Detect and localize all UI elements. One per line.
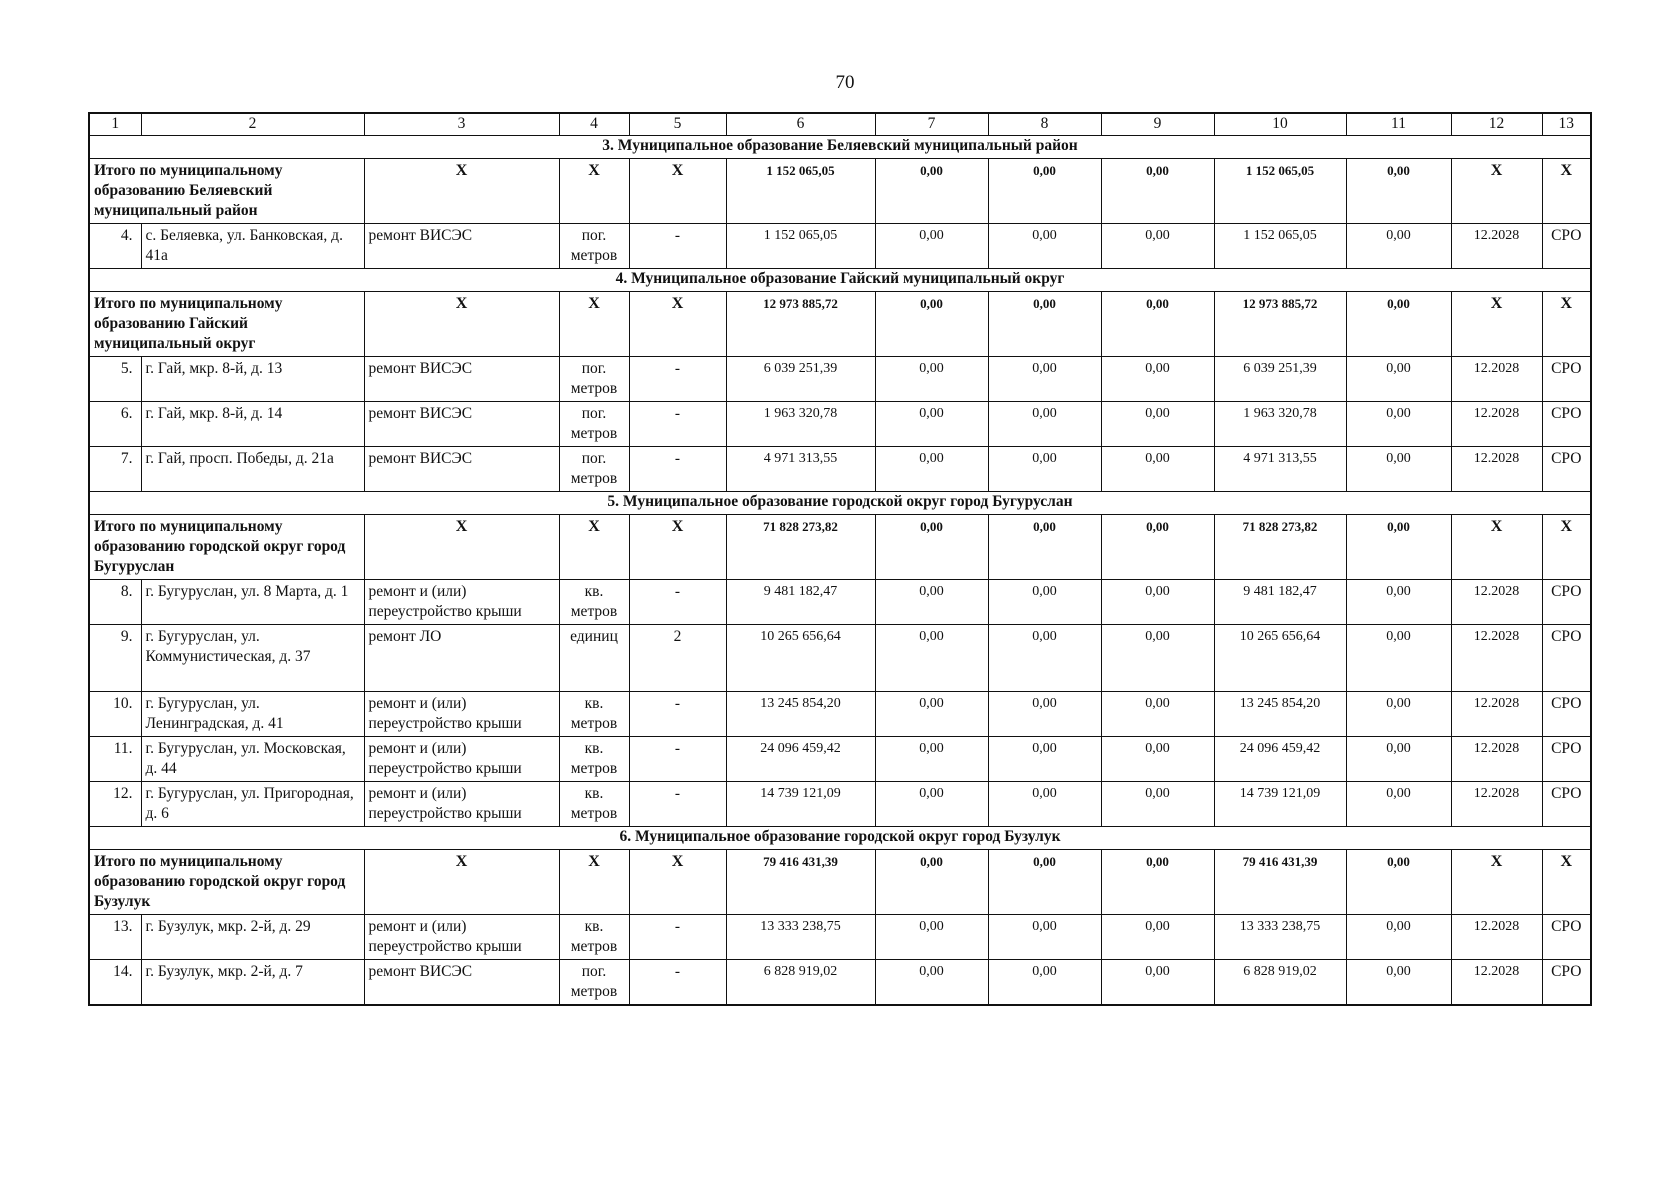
row-number: 11. xyxy=(89,737,141,782)
amount-cell: 0,00 xyxy=(988,357,1101,402)
amount-cell: 13 245 854,20 xyxy=(726,692,875,737)
quantity-cell: - xyxy=(629,357,726,402)
amount-cell: 13 245 854,20 xyxy=(1214,692,1346,737)
total-cell: X xyxy=(629,292,726,357)
section-title: 6. Муниципальное образование городской округ город Бузулук xyxy=(89,827,1591,850)
quantity-cell: - xyxy=(629,580,726,625)
address-cell: г. Гай, просп. Победы, д. 21а xyxy=(141,447,364,492)
total-label: Итого по муниципальному образованию городской округ город Бузулук xyxy=(89,850,364,915)
total-amount: 0,00 xyxy=(988,292,1101,357)
work-type-cell: ремонт ЛО xyxy=(364,625,559,692)
table-row xyxy=(89,625,1591,692)
amount-cell: 0,00 xyxy=(1101,692,1214,737)
section-total-row xyxy=(89,515,1591,580)
unit-cell: кв. метров xyxy=(559,782,629,827)
total-amount: 1 152 065,05 xyxy=(726,159,875,224)
unit-cell: кв. метров xyxy=(559,737,629,782)
total-label: Итого по муниципальному образованию городской округ город Бугуруслан xyxy=(89,515,364,580)
section-header-row xyxy=(89,827,1591,850)
column-header: 12 xyxy=(1451,113,1542,136)
amount-cell: 0,00 xyxy=(1101,625,1214,692)
quantity-cell: 2 xyxy=(629,625,726,692)
unit-cell: пог. метров xyxy=(559,402,629,447)
amount-cell: 0,00 xyxy=(988,580,1101,625)
address-cell: г. Бугуруслан, ул. Пригородная, д. 6 xyxy=(141,782,364,827)
method-cell: СРО xyxy=(1542,960,1591,1006)
work-type-cell: ремонт ВИСЭС xyxy=(364,224,559,269)
capital-repair-table xyxy=(88,112,1592,1006)
address-cell: г. Бугуруслан, ул. Ленинградская, д. 41 xyxy=(141,692,364,737)
date-cell: 12.2028 xyxy=(1451,447,1542,492)
date-cell: 12.2028 xyxy=(1451,960,1542,1006)
quantity-cell: - xyxy=(629,737,726,782)
column-header: 11 xyxy=(1346,113,1451,136)
amount-cell: 9 481 182,47 xyxy=(726,580,875,625)
quantity-cell: - xyxy=(629,782,726,827)
amount-cell: 0,00 xyxy=(988,402,1101,447)
table-row xyxy=(89,737,1591,782)
section-title: 3. Муниципальное образование Беляевский муниципальный район xyxy=(89,136,1591,159)
total-amount: 1 152 065,05 xyxy=(1214,159,1346,224)
section-total-row xyxy=(89,159,1591,224)
amount-cell: 0,00 xyxy=(1346,737,1451,782)
total-amount: 0,00 xyxy=(1346,159,1451,224)
table-row xyxy=(89,357,1591,402)
row-number: 5. xyxy=(89,357,141,402)
amount-cell: 0,00 xyxy=(988,692,1101,737)
date-cell: 12.2028 xyxy=(1451,915,1542,960)
unit-cell: кв. метров xyxy=(559,692,629,737)
total-cell: X xyxy=(1451,850,1542,915)
amount-cell: 0,00 xyxy=(1346,782,1451,827)
amount-cell: 0,00 xyxy=(1101,447,1214,492)
method-cell: СРО xyxy=(1542,625,1591,692)
quantity-cell: - xyxy=(629,960,726,1006)
total-cell: X xyxy=(559,292,629,357)
amount-cell: 4 971 313,55 xyxy=(726,447,875,492)
amount-cell: 9 481 182,47 xyxy=(1214,580,1346,625)
amount-cell: 0,00 xyxy=(1101,737,1214,782)
column-header: 4 xyxy=(559,113,629,136)
amount-cell: 0,00 xyxy=(875,782,988,827)
table-row xyxy=(89,224,1591,269)
total-cell: X xyxy=(364,292,559,357)
work-type-cell: ремонт и (или) переустройство крыши xyxy=(364,692,559,737)
date-cell: 12.2028 xyxy=(1451,224,1542,269)
address-cell: г. Бузулук, мкр. 2-й, д. 7 xyxy=(141,960,364,1006)
column-header: 13 xyxy=(1542,113,1591,136)
total-amount: 0,00 xyxy=(1101,159,1214,224)
address-cell: г. Бугуруслан, ул. Коммунистическая, д. 37 xyxy=(141,625,364,692)
total-label: Итого по муниципальному образованию Гайский муниципальный округ xyxy=(89,292,364,357)
amount-cell: 0,00 xyxy=(1346,915,1451,960)
amount-cell: 0,00 xyxy=(875,625,988,692)
total-amount: 0,00 xyxy=(875,159,988,224)
amount-cell: 10 265 656,64 xyxy=(726,625,875,692)
total-cell: X xyxy=(629,850,726,915)
column-header: 3 xyxy=(364,113,559,136)
total-cell: X xyxy=(1451,292,1542,357)
amount-cell: 0,00 xyxy=(988,447,1101,492)
amount-cell: 0,00 xyxy=(875,402,988,447)
table-row xyxy=(89,692,1591,737)
method-cell: СРО xyxy=(1542,737,1591,782)
date-cell: 12.2028 xyxy=(1451,402,1542,447)
row-number: 10. xyxy=(89,692,141,737)
table-body xyxy=(89,113,1591,1005)
total-cell: X xyxy=(629,159,726,224)
amount-cell: 6 039 251,39 xyxy=(726,357,875,402)
total-cell: X xyxy=(1542,159,1591,224)
section-title: 4. Муниципальное образование Гайский муниципальный округ xyxy=(89,269,1591,292)
total-amount: 12 973 885,72 xyxy=(1214,292,1346,357)
table-row xyxy=(89,447,1591,492)
method-cell: СРО xyxy=(1542,580,1591,625)
unit-cell: пог. метров xyxy=(559,357,629,402)
total-cell: X xyxy=(559,850,629,915)
section-total-row xyxy=(89,292,1591,357)
table-row xyxy=(89,915,1591,960)
quantity-cell: - xyxy=(629,224,726,269)
total-amount: 0,00 xyxy=(1101,292,1214,357)
date-cell: 12.2028 xyxy=(1451,737,1542,782)
total-cell: X xyxy=(1542,515,1591,580)
total-amount: 71 828 273,82 xyxy=(1214,515,1346,580)
row-number: 8. xyxy=(89,580,141,625)
amount-cell: 6 039 251,39 xyxy=(1214,357,1346,402)
amount-cell: 0,00 xyxy=(875,224,988,269)
table-row xyxy=(89,402,1591,447)
amount-cell: 6 828 919,02 xyxy=(726,960,875,1006)
total-amount: 0,00 xyxy=(988,850,1101,915)
section-header-row xyxy=(89,269,1591,292)
unit-cell: кв. метров xyxy=(559,580,629,625)
total-amount: 71 828 273,82 xyxy=(726,515,875,580)
date-cell: 12.2028 xyxy=(1451,580,1542,625)
work-type-cell: ремонт ВИСЭС xyxy=(364,447,559,492)
amount-cell: 0,00 xyxy=(988,224,1101,269)
total-amount: 0,00 xyxy=(875,850,988,915)
total-amount: 0,00 xyxy=(988,515,1101,580)
amount-cell: 0,00 xyxy=(988,737,1101,782)
amount-cell: 14 739 121,09 xyxy=(726,782,875,827)
total-amount: 79 416 431,39 xyxy=(1214,850,1346,915)
row-number: 7. xyxy=(89,447,141,492)
date-cell: 12.2028 xyxy=(1451,625,1542,692)
total-amount: 0,00 xyxy=(875,515,988,580)
amount-cell: 0,00 xyxy=(1346,224,1451,269)
amount-cell: 0,00 xyxy=(1101,357,1214,402)
address-cell: г. Гай, мкр. 8-й, д. 13 xyxy=(141,357,364,402)
address-cell: г. Бузулук, мкр. 2-й, д. 29 xyxy=(141,915,364,960)
row-number: 9. xyxy=(89,625,141,692)
total-cell: X xyxy=(1542,292,1591,357)
total-cell: X xyxy=(559,515,629,580)
column-header: 6 xyxy=(726,113,875,136)
total-amount: 0,00 xyxy=(988,159,1101,224)
amount-cell: 13 333 238,75 xyxy=(1214,915,1346,960)
work-type-cell: ремонт ВИСЭС xyxy=(364,402,559,447)
quantity-cell: - xyxy=(629,915,726,960)
amount-cell: 0,00 xyxy=(1101,402,1214,447)
table-row xyxy=(89,580,1591,625)
amount-cell: 0,00 xyxy=(875,960,988,1006)
date-cell: 12.2028 xyxy=(1451,692,1542,737)
amount-cell: 6 828 919,02 xyxy=(1214,960,1346,1006)
total-amount: 0,00 xyxy=(1101,850,1214,915)
column-header: 2 xyxy=(141,113,364,136)
amount-cell: 14 739 121,09 xyxy=(1214,782,1346,827)
amount-cell: 4 971 313,55 xyxy=(1214,447,1346,492)
row-number: 6. xyxy=(89,402,141,447)
amount-cell: 0,00 xyxy=(988,782,1101,827)
total-cell: X xyxy=(1451,159,1542,224)
amount-cell: 0,00 xyxy=(1101,224,1214,269)
row-number: 13. xyxy=(89,915,141,960)
amount-cell: 0,00 xyxy=(1346,625,1451,692)
work-type-cell: ремонт и (или) переустройство крыши xyxy=(364,782,559,827)
unit-cell: кв. метров xyxy=(559,915,629,960)
amount-cell: 0,00 xyxy=(988,625,1101,692)
work-type-cell: ремонт ВИСЭС xyxy=(364,357,559,402)
method-cell: СРО xyxy=(1542,402,1591,447)
amount-cell: 0,00 xyxy=(1101,915,1214,960)
page-number: 70 xyxy=(835,72,855,93)
table-row xyxy=(89,960,1591,1006)
amount-cell: 0,00 xyxy=(1101,782,1214,827)
section-title: 5. Муниципальное образование городской округ город Бугуруслан xyxy=(89,492,1591,515)
method-cell: СРО xyxy=(1542,782,1591,827)
quantity-cell: - xyxy=(629,402,726,447)
amount-cell: 0,00 xyxy=(1346,692,1451,737)
total-amount: 0,00 xyxy=(1346,292,1451,357)
amount-cell: 0,00 xyxy=(875,692,988,737)
amount-cell: 0,00 xyxy=(875,357,988,402)
method-cell: СРО xyxy=(1542,357,1591,402)
work-type-cell: ремонт и (или) переустройство крыши xyxy=(364,915,559,960)
column-header: 8 xyxy=(988,113,1101,136)
row-number: 4. xyxy=(89,224,141,269)
section-header-row xyxy=(89,492,1591,515)
date-cell: 12.2028 xyxy=(1451,357,1542,402)
amount-cell: 1 152 065,05 xyxy=(726,224,875,269)
column-header: 9 xyxy=(1101,113,1214,136)
method-cell: СРО xyxy=(1542,692,1591,737)
total-cell: X xyxy=(364,850,559,915)
amount-cell: 0,00 xyxy=(1346,447,1451,492)
amount-cell: 13 333 238,75 xyxy=(726,915,875,960)
amount-cell: 1 963 320,78 xyxy=(1214,402,1346,447)
amount-cell: 0,00 xyxy=(875,580,988,625)
row-number: 12. xyxy=(89,782,141,827)
column-header: 7 xyxy=(875,113,988,136)
amount-cell: 0,00 xyxy=(875,915,988,960)
address-cell: г. Бугуруслан, ул. 8 Марта, д. 1 xyxy=(141,580,364,625)
date-cell: 12.2028 xyxy=(1451,782,1542,827)
quantity-cell: - xyxy=(629,447,726,492)
address-cell: г. Бугуруслан, ул. Московская, д. 44 xyxy=(141,737,364,782)
total-label: Итого по муниципальному образованию Беляевский муниципальный район xyxy=(89,159,364,224)
column-header: 5 xyxy=(629,113,726,136)
amount-cell: 0,00 xyxy=(1346,960,1451,1006)
section-total-row xyxy=(89,850,1591,915)
column-header: 10 xyxy=(1214,113,1346,136)
section-header-row xyxy=(89,136,1591,159)
table-row xyxy=(89,782,1591,827)
total-amount: 12 973 885,72 xyxy=(726,292,875,357)
total-amount: 0,00 xyxy=(875,292,988,357)
total-amount: 0,00 xyxy=(1101,515,1214,580)
total-cell: X xyxy=(364,515,559,580)
total-amount: 79 416 431,39 xyxy=(726,850,875,915)
quantity-cell: - xyxy=(629,692,726,737)
amount-cell: 24 096 459,42 xyxy=(726,737,875,782)
work-type-cell: ремонт ВИСЭС xyxy=(364,960,559,1006)
amount-cell: 0,00 xyxy=(875,447,988,492)
unit-cell: единиц xyxy=(559,625,629,692)
amount-cell: 0,00 xyxy=(1101,960,1214,1006)
amount-cell: 1 152 065,05 xyxy=(1214,224,1346,269)
method-cell: СРО xyxy=(1542,224,1591,269)
row-number: 14. xyxy=(89,960,141,1006)
total-amount: 0,00 xyxy=(1346,850,1451,915)
amount-cell: 0,00 xyxy=(988,960,1101,1006)
work-type-cell: ремонт и (или) переустройство крыши xyxy=(364,737,559,782)
total-cell: X xyxy=(559,159,629,224)
total-cell: X xyxy=(364,159,559,224)
amount-cell: 0,00 xyxy=(875,737,988,782)
unit-cell: пог. метров xyxy=(559,224,629,269)
total-cell: X xyxy=(629,515,726,580)
amount-cell: 0,00 xyxy=(1346,402,1451,447)
amount-cell: 1 963 320,78 xyxy=(726,402,875,447)
amount-cell: 0,00 xyxy=(1346,580,1451,625)
column-number-row xyxy=(89,113,1591,136)
work-type-cell: ремонт и (или) переустройство крыши xyxy=(364,580,559,625)
unit-cell: пог. метров xyxy=(559,960,629,1006)
amount-cell: 10 265 656,64 xyxy=(1214,625,1346,692)
address-cell: с. Беляевка, ул. Банковская, д. 41а xyxy=(141,224,364,269)
unit-cell: пог. метров xyxy=(559,447,629,492)
total-cell: X xyxy=(1542,850,1591,915)
method-cell: СРО xyxy=(1542,447,1591,492)
amount-cell: 0,00 xyxy=(988,915,1101,960)
column-header: 1 xyxy=(89,113,141,136)
amount-cell: 24 096 459,42 xyxy=(1214,737,1346,782)
address-cell: г. Гай, мкр. 8-й, д. 14 xyxy=(141,402,364,447)
total-cell: X xyxy=(1451,515,1542,580)
amount-cell: 0,00 xyxy=(1346,357,1451,402)
total-amount: 0,00 xyxy=(1346,515,1451,580)
method-cell: СРО xyxy=(1542,915,1591,960)
amount-cell: 0,00 xyxy=(1101,580,1214,625)
